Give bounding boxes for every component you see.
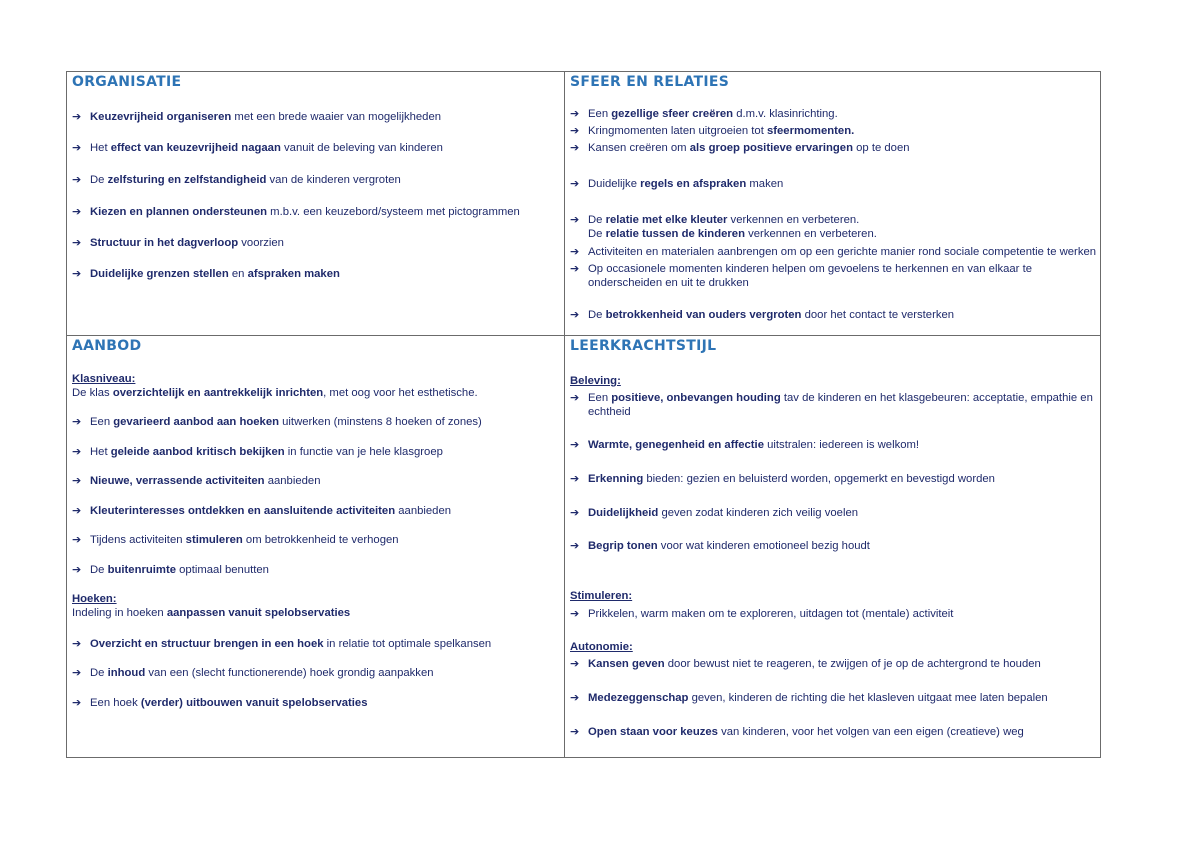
list-item: ➔ De relatie met elke kleuter verkennen en verbeteren.	[570, 213, 860, 226]
list-item: ➔ Tijdens activiteiten stimuleren om betrokkenheid te verhogen	[72, 533, 399, 546]
arrow-icon: ➔	[570, 141, 580, 154]
arrow-icon: ➔	[72, 445, 82, 458]
arrow-icon: ➔	[570, 124, 580, 137]
leerkracht-title: LEERKRACHTSTIJL	[570, 338, 717, 354]
list-item: ➔ Kansen creëren om als groep positieve ervaringen op te doen	[570, 141, 910, 154]
list-item: ➔ Op occasionele momenten kinderen helpen om gevoelens te herkennen en van elkaar te	[570, 262, 1033, 275]
arrow-icon: ➔	[570, 506, 580, 519]
list-item-continuation: echtheid	[588, 406, 631, 418]
list-item: ➔ Kleuterinteresses ontdekken en aansluitende activiteiten aanbieden	[72, 504, 452, 517]
sfeer-cell	[565, 72, 1100, 336]
list-item: ➔ Kansen geven door bewust niet te reageren, te zwijgen of je op de achtergrond te houden	[570, 657, 1041, 670]
list-item: ➔ Begrip tonen voor wat kinderen emotioneel bezig houdt	[570, 539, 870, 552]
subheading-hoeken: Hoeken:	[72, 593, 117, 605]
arrow-icon: ➔	[570, 213, 580, 226]
arrow-icon: ➔	[570, 472, 580, 485]
list-item: ➔ Het effect van keuzevrijheid nagaan vanuit de beleving van kinderen	[72, 141, 443, 154]
list-item: ➔ Kiezen en plannen ondersteunen m.b.v. een keuzebord/systeem met pictogrammen	[72, 205, 520, 218]
arrow-icon: ➔	[570, 391, 580, 404]
arrow-icon: ➔	[72, 563, 82, 576]
list-item: ➔ Een positieve, onbevangen houding tav de kinderen en het klasgebeuren: acceptatie, empathie en	[570, 391, 1093, 404]
intro-text: Indeling in hoeken aanpassen vanuit spelobservaties	[72, 607, 351, 619]
arrow-icon: ➔	[570, 607, 580, 620]
arrow-icon: ➔	[72, 205, 82, 218]
arrow-icon: ➔	[72, 637, 82, 650]
list-item: ➔ Een gezellige sfeer creëren d.m.v. klasinrichting.	[570, 107, 838, 120]
arrow-icon: ➔	[72, 474, 82, 487]
arrow-icon: ➔	[570, 725, 580, 738]
arrow-icon: ➔	[72, 110, 82, 123]
arrow-icon: ➔	[570, 539, 580, 552]
organisatie-cell	[67, 72, 565, 336]
arrow-icon: ➔	[570, 691, 580, 704]
arrow-icon: ➔	[570, 657, 580, 670]
subheading-beleving: Beleving:	[570, 375, 621, 387]
list-item-continuation: De relatie tussen de kinderen verkennen en verbeteren.	[588, 228, 877, 240]
arrow-icon: ➔	[72, 267, 82, 280]
list-item: ➔ Duidelijkheid geven zodat kinderen zich veilig voelen	[570, 506, 859, 519]
list-item: ➔ Duidelijke grenzen stellen en afspraken maken	[72, 267, 340, 280]
list-item: ➔ Het geleide aanbod kritisch bekijken in functie van je hele klasgroep	[72, 445, 443, 458]
sfeer-title: SFEER EN RELATIES	[570, 74, 730, 90]
arrow-icon: ➔	[72, 533, 82, 546]
list-item: ➔ Open staan voor keuzes van kinderen, voor het volgen van een eigen (creatieve) weg	[570, 725, 1024, 738]
list-item: ➔ De betrokkenheid van ouders vergroten door het contact te versterken	[570, 308, 955, 321]
leerkracht-cell	[565, 336, 1100, 757]
list-item: ➔ Nieuwe, verrassende activiteiten aanbieden	[72, 474, 321, 487]
list-item: ➔ Prikkelen, warm maken om te exploreren, uitdagen tot (mentale) activiteit	[570, 607, 954, 620]
aanbod-title: AANBOD	[72, 338, 142, 354]
list-item: ➔ Een hoek (verder) uitbouwen vanuit spelobservaties	[72, 696, 368, 709]
organisatie-title: ORGANISATIE	[72, 74, 182, 90]
arrow-icon: ➔	[570, 262, 580, 275]
list-item: ➔ Duidelijke regels en afspraken maken	[570, 177, 784, 190]
list-item: ➔ Overzicht en structuur brengen in een hoek in relatie tot optimale spelkansen	[72, 637, 492, 650]
arrow-icon: ➔	[72, 415, 82, 428]
arrow-icon: ➔	[72, 236, 82, 249]
arrow-icon: ➔	[570, 107, 580, 120]
aanbod-cell	[67, 336, 565, 757]
subheading-klasniveau: Klasniveau:	[72, 373, 136, 385]
arrow-icon: ➔	[570, 245, 580, 258]
list-item: ➔ Erkenning bieden: gezien en beluisterd worden, opgemerkt en bevestigd worden	[570, 472, 995, 485]
list-item: ➔ Activiteiten en materialen aanbrengen om op een gerichte manier rond sociale competentie te werken	[570, 245, 1097, 258]
arrow-icon: ➔	[72, 666, 82, 679]
list-item-continuation: onderscheiden en uit te drukken	[588, 277, 749, 289]
arrow-icon: ➔	[72, 696, 82, 709]
arrow-icon: ➔	[570, 177, 580, 190]
list-item: ➔ Keuzevrijheid organiseren met een brede waaier van mogelijkheden	[72, 110, 442, 123]
list-item: ➔ De buitenruimte optimaal benutten	[72, 563, 269, 576]
subheading-stimuleren: Stimuleren:	[570, 590, 633, 602]
list-item: ➔ Medezeggenschap geven, kinderen de richting die het klasleven uitgaat mee laten bepalen	[570, 691, 1048, 704]
list-item: ➔ Warmte, genegenheid en affectie uitstralen: iedereen is welkom!	[570, 438, 920, 451]
arrow-icon: ➔	[570, 438, 580, 451]
subheading-autonomie: Autonomie:	[570, 641, 633, 653]
list-item: ➔ De inhoud van een (slecht functionerende) hoek grondig aanpakken	[72, 666, 434, 679]
intro-text: De klas overzichtelijk en aantrekkelijk inrichten, met oog voor het esthetische.	[72, 387, 478, 399]
list-item: ➔ De zelfsturing en zelfstandigheid van de kinderen vergroten	[72, 173, 401, 186]
arrow-icon: ➔	[570, 308, 580, 321]
arrow-icon: ➔	[72, 141, 82, 154]
list-item: ➔ Kringmomenten laten uitgroeien tot sfeermomenten.	[570, 124, 855, 137]
list-item: ➔ Structuur in het dagverloop voorzien	[72, 236, 284, 249]
list-item: ➔ Een gevarieerd aanbod aan hoeken uitwerken (minstens 8 hoeken of zones)	[72, 415, 482, 428]
arrow-icon: ➔	[72, 173, 82, 186]
arrow-icon: ➔	[72, 504, 82, 517]
content-table	[66, 71, 1101, 758]
